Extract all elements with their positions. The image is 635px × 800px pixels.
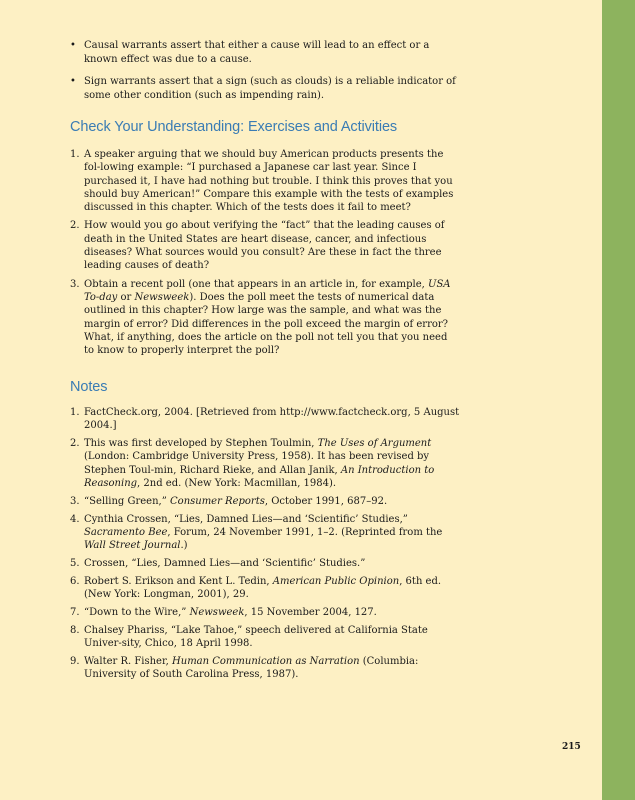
- notes-list: [70, 406, 460, 686]
- note-item: [70, 655, 460, 682]
- green-side-strip: [602, 0, 635, 800]
- exercise-text: A speaker arguing that we should buy American products presents the fol-lowing example: “I purchased a Japanese car last year. Since I purchased it, I have had nothing but trouble. I think this proves that you should buy American!” Compare this example with the tests of examples discussed in this chapter. Which of the tests does it fail to meet?: [84, 149, 454, 214]
- note-text: “Down to the Wire,”: [84, 606, 190, 618]
- exercises-heading: Check Your Understanding: Exercises and Activities: [70, 119, 398, 135]
- note-text: This was first developed by Stephen Toulmin,: [84, 438, 318, 450]
- note-number: 1.: [70, 407, 80, 418]
- note-italic: Human Communication as Narration: [172, 655, 360, 667]
- exercise-number: 3.: [70, 278, 80, 290]
- note-text: , 6th ed. (New York: Longman, 2001), 29.: [84, 575, 442, 601]
- note-number: 4.: [70, 513, 80, 525]
- note-number: 5.: [70, 557, 80, 569]
- note-item: [70, 513, 460, 553]
- note-number: 8.: [70, 624, 80, 636]
- note-text: (Columbia: University of South Carolina Press, 1987).: [84, 655, 419, 681]
- exercise-item: [70, 148, 460, 214]
- note-item: [70, 557, 460, 570]
- note-text: (London: Cambridge University Press, 1958). It has been revised by Stephen Toul-min, Richard Rieke, and Allan Janik,: [84, 451, 430, 476]
- notes-heading: Notes: [70, 379, 108, 395]
- note-text: , October 1991, 687–92.: [264, 495, 388, 507]
- bullet-sign-warrants: • Sign warrants assert that a sign (such as clouds) is a reliable indicator of some other condition (such as impending rain).: [70, 75, 460, 102]
- note-item: [70, 437, 460, 490]
- note-italic: American Public Opinion: [272, 575, 400, 587]
- exercise-text: or: [117, 291, 135, 303]
- page-number: 215: [562, 742, 581, 752]
- exercise-number: 1.: [70, 149, 80, 160]
- note-item: [70, 575, 460, 602]
- bullet-causal-warrants: • Causal warrants assert that either a cause will lead to an effect or a known effect was due to a cause.: [70, 39, 460, 66]
- exercise-text: How would you go about verifying the “fact” that the leading causes of death in the United States are heart disease, cancer, and infectious diseases? What sources would you consult? Are these in fact the three leading causes of death?: [84, 220, 445, 272]
- note-item: [70, 624, 460, 651]
- exercise-number: 2.: [70, 220, 80, 232]
- note-text: , 15 November 2004, 127.: [244, 606, 377, 618]
- note-text: Cynthia Crossen, “Lies, Damned Lies—and ‘Scientific’ Studies,”: [84, 513, 408, 525]
- note-text: , 2nd ed. (New York: Macmillan, 1984).: [137, 477, 337, 489]
- note-item: [70, 606, 460, 619]
- note-italic: The Uses of Argument: [317, 438, 432, 450]
- exercise-text: ). Does the poll meet the tests of numerical data outlined in this chapter? How large was the sample, and what was the margin of error? Did differences in the poll exceed the margin of error? What, if anything, does the article on the poll not tell you that you need to know to properly interpret the poll?: [84, 291, 449, 357]
- note-text: Chalsey Phariss, “Lake Tahoe,” speech delivered at California State Univer-sity, Chico, 18 April 1998.: [84, 624, 428, 649]
- note-number: 9.: [70, 655, 80, 667]
- note-text: Crossen, “Lies, Damned Lies—and ‘Scientific’ Studies.”: [84, 557, 366, 569]
- note-italic: Consumer Reports: [170, 495, 265, 507]
- note-italic: An Introduction to Reasoning: [84, 464, 435, 489]
- note-text: .): [180, 540, 188, 552]
- note-number: 3.: [70, 495, 80, 507]
- exercise-item: [70, 219, 460, 272]
- exercise-italic: Newsweek: [134, 291, 190, 303]
- note-item: [70, 406, 460, 433]
- exercise-item: [70, 278, 460, 358]
- note-number: 6.: [70, 575, 80, 587]
- note-italic: Newsweek: [189, 606, 245, 618]
- note-text: “Selling Green,”: [84, 495, 171, 507]
- note-item: [70, 495, 460, 508]
- note-text: FactCheck.org, 2004. [Retrieved from http://www.factcheck.org, 5 August 2004.]: [84, 407, 460, 432]
- warrant-bullets: [70, 39, 460, 111]
- note-italic: Wall Street Journal: [84, 540, 181, 552]
- exercises-list: [70, 148, 460, 362]
- note-text: , Forum, 24 November 1991, 1–2. (Reprinted from the: [167, 526, 443, 538]
- note-italic: Sacramento Bee: [84, 526, 168, 538]
- note-number: 7.: [70, 606, 80, 618]
- exercise-italic: USA To-day: [84, 278, 451, 303]
- note-number: 2.: [70, 438, 80, 450]
- exercise-text: Obtain a recent poll (one that appears in an article in, for example,: [84, 278, 429, 290]
- note-text: Walter R. Fisher,: [84, 655, 173, 667]
- note-text: Robert S. Erikson and Kent L. Tedin,: [84, 575, 273, 587]
